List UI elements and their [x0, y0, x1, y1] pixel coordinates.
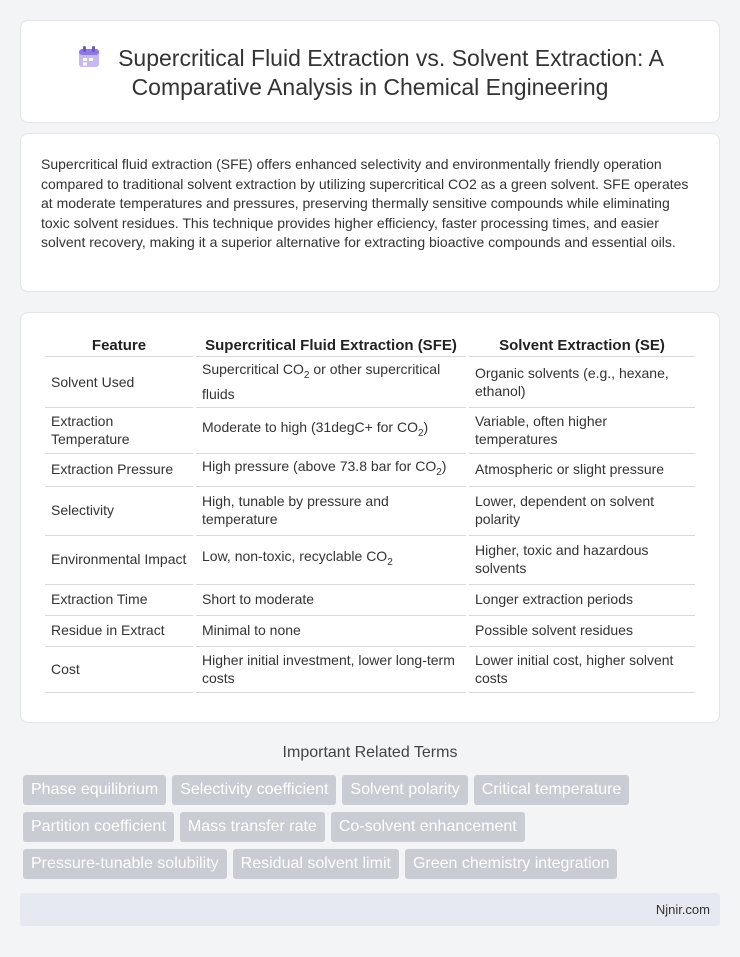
comparison-table-card: [20, 312, 720, 723]
cell-sfe: Moderate to high (31degC+ for $CO_2$): [196, 408, 466, 454]
related-term-tag[interactable]: Green chemistry integration: [405, 849, 618, 879]
cell-sfe: Low, non-toxic, recyclable $CO_2$: [196, 536, 466, 585]
cell-sfe: Minimal to none: [196, 616, 466, 647]
related-term-tag[interactable]: Partition coefficient: [23, 812, 174, 842]
intro-paragraph: Supercritical fluid extraction (SFE) offers enhanced selectivity and environmentally friendly operation compared to traditional solvent extraction by utilizing supercritical CO2 as a green solvent. SFE operates at moderate temperatures and pressures, preserving thermally sensitive compounds while eliminating toxic solvent residues. This technique provides higher efficiency, faster processing times, and easier solvent recovery, making it a superior alternative for extracting bioactive compounds and essential oils.: [41, 156, 689, 251]
related-terms-title: Important Related Terms: [282, 744, 458, 761]
cell-sfe: Supercritical $CO_2$ or other supercritical fluids: [196, 357, 466, 408]
cell-se: Higher, toxic and hazardous solvents: [469, 536, 695, 585]
header-sfe: Supercritical Fluid Extraction (SFE): [196, 333, 466, 357]
cell-feature: Cost: [45, 647, 193, 693]
table-row: [45, 616, 695, 647]
calendar-icon: [76, 44, 102, 70]
intro-card: [20, 133, 720, 292]
cell-feature: Selectivity: [45, 487, 193, 536]
related-term-tag[interactable]: Residual solvent limit: [233, 849, 399, 879]
cell-se: Possible solvent residues: [469, 616, 695, 647]
related-term-tag[interactable]: Critical temperature: [474, 775, 630, 805]
table-row: [45, 536, 695, 585]
cell-feature: Residue in Extract: [45, 616, 193, 647]
header-se: Solvent Extraction (SE): [469, 333, 695, 357]
related-term-tag[interactable]: Pressure-tunable solubility: [23, 849, 227, 879]
cell-se: Longer extraction periods: [469, 585, 695, 616]
related-term-tag[interactable]: Co-solvent enhancement: [331, 812, 525, 842]
comparison-table: [42, 333, 698, 693]
table-row: [45, 454, 695, 487]
related-term-tag[interactable]: Mass transfer rate: [180, 812, 325, 842]
cell-feature: Extraction Pressure: [45, 454, 193, 487]
table-row: [45, 357, 695, 408]
related-term-tag[interactable]: Solvent polarity: [342, 775, 467, 805]
cell-feature: Extraction Temperature: [45, 408, 193, 454]
cell-sfe: High pressure (above 73.8 bar for $CO_2$): [196, 454, 466, 487]
cell-feature: Extraction Time: [45, 585, 193, 616]
title-text: Supercritical Fluid Extraction vs. Solvent Extraction: A Comparative Analysis in Chemical Engineering: [118, 45, 664, 100]
title-card: [20, 20, 720, 123]
table-header-row: [45, 333, 695, 357]
header-feature: Feature: [45, 333, 193, 357]
cell-se: Lower initial cost, higher solvent costs: [469, 647, 695, 693]
table-row: [45, 408, 695, 454]
table-row: [45, 647, 695, 693]
cell-se: Organic solvents (e.g., hexane, ethanol): [469, 357, 695, 408]
cell-feature: Environmental Impact: [45, 536, 193, 585]
cell-sfe: Higher initial investment, lower long-term costs: [196, 647, 466, 693]
related-term-tag[interactable]: Phase equilibrium: [23, 775, 166, 805]
related-term-tag[interactable]: Selectivity coefficient: [172, 775, 336, 805]
footer: [20, 893, 720, 926]
footer-site: Njnir.com: [655, 902, 710, 917]
cell-se: Atmospheric or slight pressure: [469, 454, 695, 487]
table-row: [45, 585, 695, 616]
cell-feature: Solvent Used: [45, 357, 193, 408]
cell-se: Lower, dependent on solvent polarity: [469, 487, 695, 536]
related-terms-list: [23, 775, 643, 879]
table-row: [45, 487, 695, 536]
page-title: [21, 44, 719, 102]
cell-sfe: Short to moderate: [196, 585, 466, 616]
cell-se: Variable, often higher temperatures: [469, 408, 695, 454]
cell-sfe: High, tunable by pressure and temperature: [196, 487, 466, 536]
